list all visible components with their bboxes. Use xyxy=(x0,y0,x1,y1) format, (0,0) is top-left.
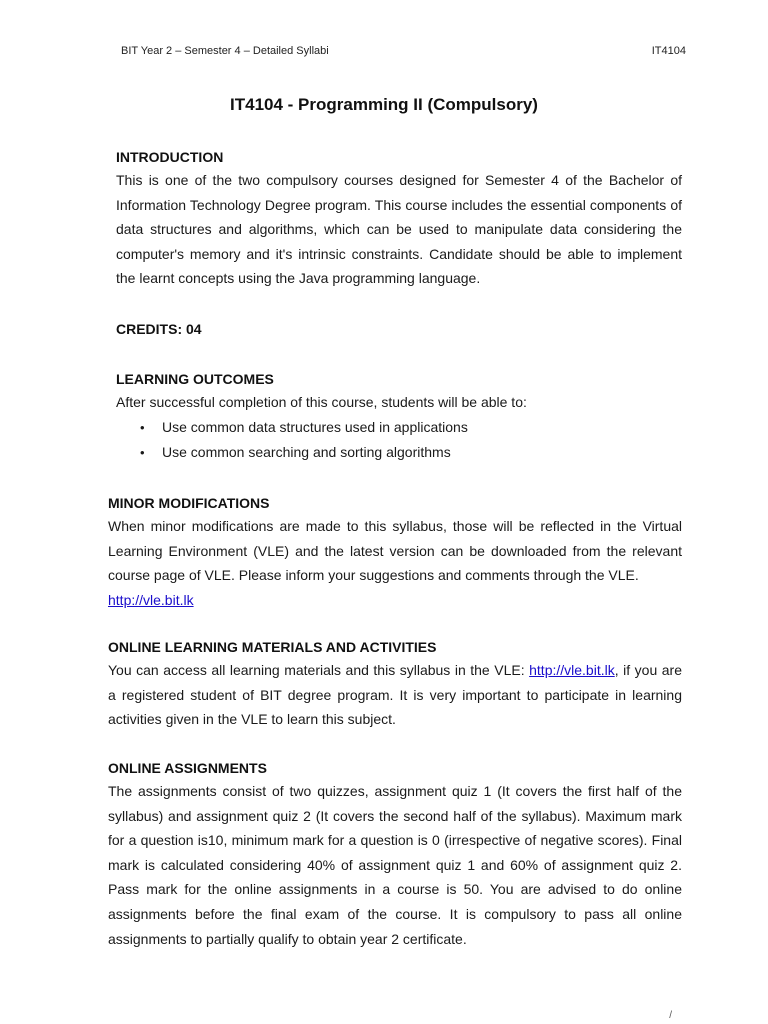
page-footer-mark: / xyxy=(669,1010,672,1021)
credits-section xyxy=(116,319,682,339)
online-assignments-section xyxy=(108,758,682,951)
running-header-left: BIT Year 2 – Semester 4 – Detailed Syllabi xyxy=(121,45,329,57)
bullet-icon: • xyxy=(140,419,145,435)
bullet-icon: • xyxy=(140,444,145,460)
online-materials-text-after: , if you are a registered student of BIT degree program. It is very important to participate in learning activities given in the VLE to learn this subject. xyxy=(108,662,682,728)
vle-link-inline[interactable]: http://vle.bit.lk xyxy=(529,662,615,678)
minor-modifications-heading: MINOR MODIFICATIONS xyxy=(108,495,270,511)
online-assignments-body: The assignments consist of two quizzes, assignment quiz 1 (It covers the first half of the syllabus) and assignment quiz 2 (It covers the second half of the syllabus). Maximum mark for a question is10, minimum mark for a question is 0 (irrespective of negative scores). Final mark is calculated considering 40% of assignment quiz 1 and 60% of assignment quiz 2. Pass mark for the online assignments in a course is 50. You are advised to do online assignments before the final exam of the course. It is compulsory to pass all online assignments to partially qualify to obtain year 2 certificate. xyxy=(108,783,682,947)
page-title: IT4104 - Programming II (Compulsory) xyxy=(230,95,538,114)
online-assignments-heading: ONLINE ASSIGNMENTS xyxy=(108,760,267,776)
learning-outcomes-lead: After successful completion of this course, students will be able to: xyxy=(116,394,527,410)
list-item-text: Use common data structures used in applications xyxy=(162,418,468,435)
introduction-heading: INTRODUCTION xyxy=(116,149,224,165)
introduction-section xyxy=(116,147,682,291)
minor-modifications-section xyxy=(108,493,682,612)
credits-heading: CREDITS: 04 xyxy=(116,321,202,337)
online-materials-heading: ONLINE LEARNING MATERIALS AND ACTIVITIES xyxy=(108,639,437,655)
running-header-course-code: IT4104 xyxy=(651,45,686,57)
learning-outcomes-list xyxy=(116,415,682,465)
list-item xyxy=(116,415,682,440)
learning-outcomes-heading: LEARNING OUTCOMES xyxy=(116,371,274,387)
online-materials-section xyxy=(108,637,682,732)
list-item-text: Use common searching and sorting algorithms xyxy=(162,443,451,460)
online-materials-text-before: You can access all learning materials and this syllabus in the VLE: xyxy=(108,662,530,678)
minor-modifications-body: When minor modifications are made to this syllabus, those will be reflected in the Virtual Learning Environment (VLE) and the latest version can be downloaded from the relevant course page of VLE. Please inform your suggestions and comments through the VLE. xyxy=(108,518,682,584)
list-item xyxy=(116,440,682,465)
online-materials-body xyxy=(108,658,682,732)
introduction-body: This is one of the two compulsory courses designed for Semester 4 of the Bachelor of Information Technology Degree program. This course includes the essential components of data structures and algorithms, which can be used to manipulate data considering the computer's memory and it's intrinsic constraints. Candidate should be able to implement the learnt concepts using the Java programming language. xyxy=(116,172,682,287)
vle-link[interactable]: http://vle.bit.lk xyxy=(108,591,194,608)
learning-outcomes-section xyxy=(116,369,682,465)
minor-modifications-link-line xyxy=(108,588,682,613)
